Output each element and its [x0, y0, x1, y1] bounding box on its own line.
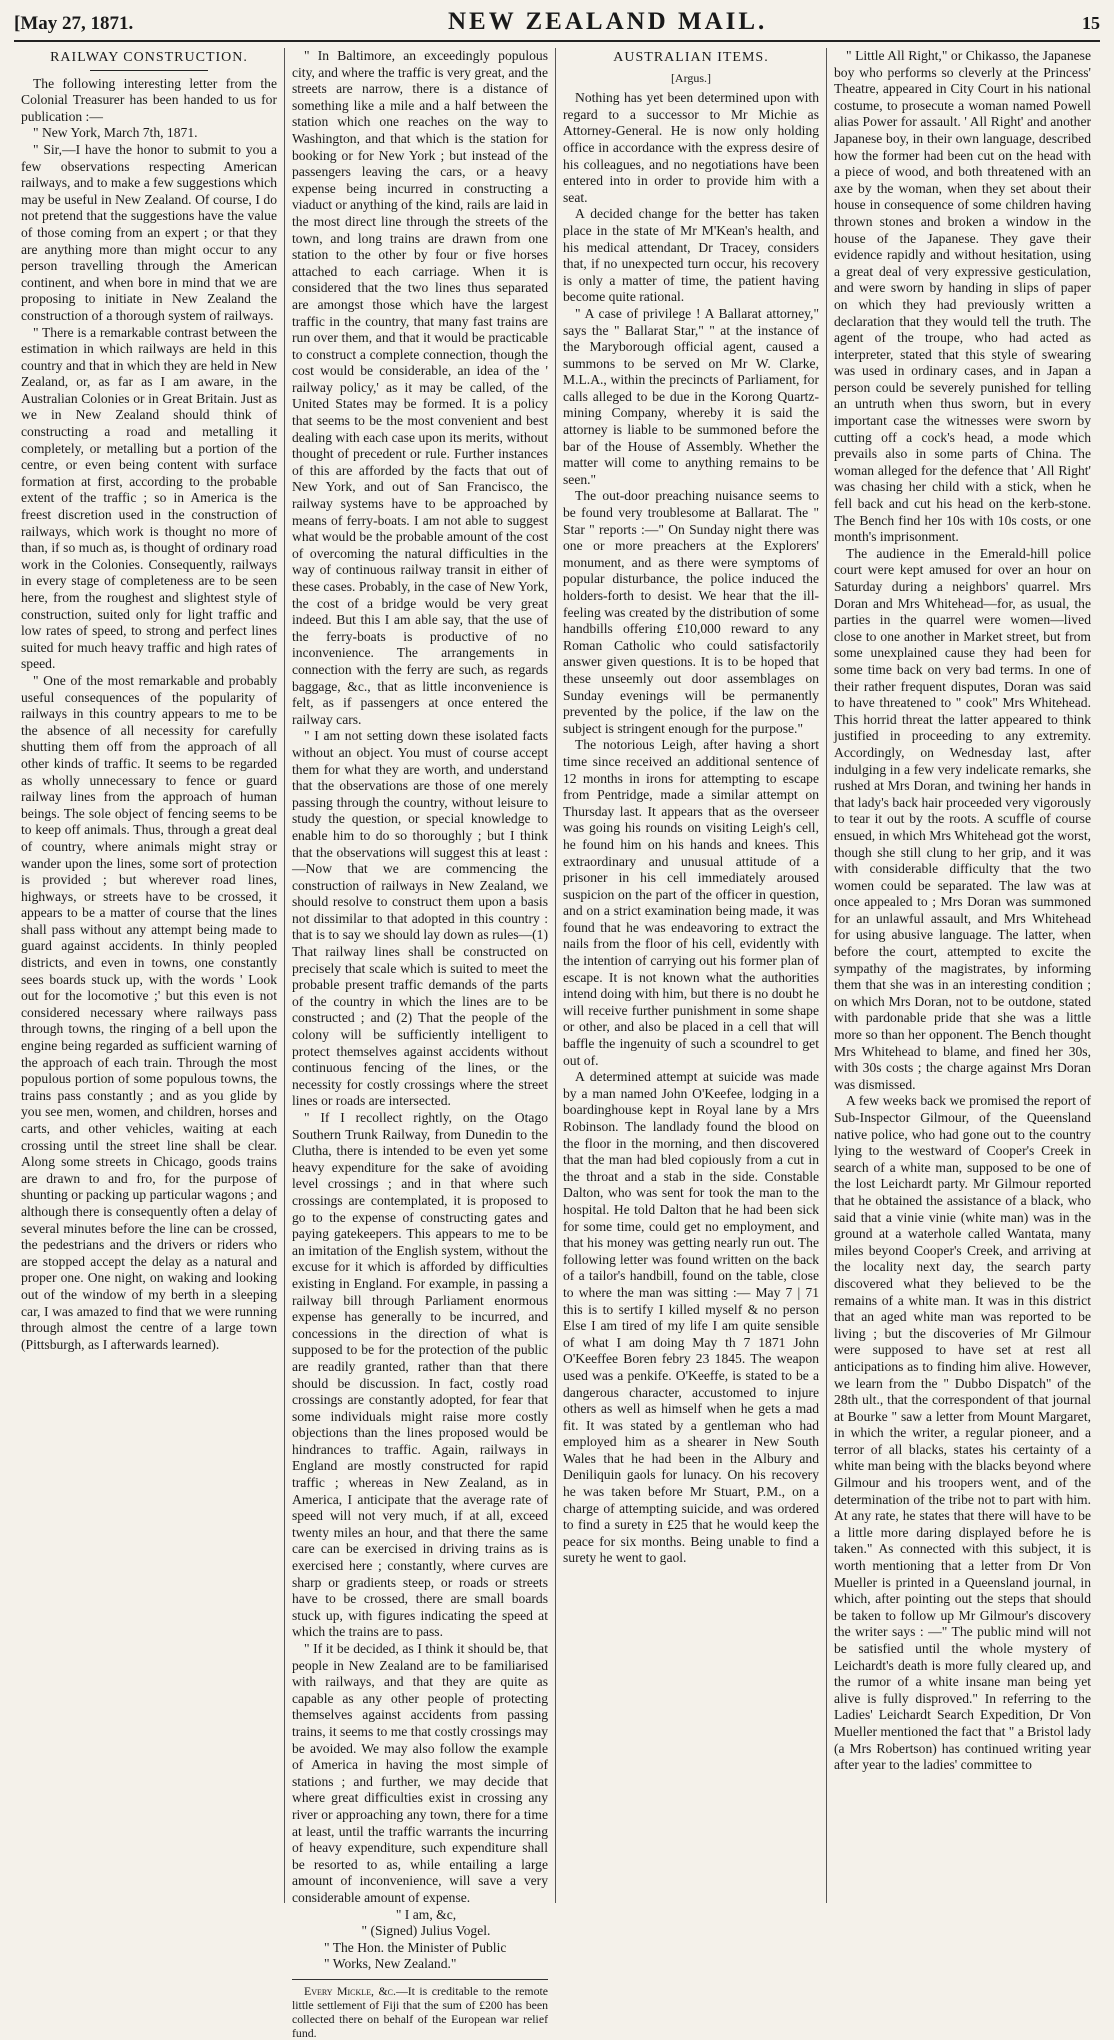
- railway-paragraph: " One of the most remarkable and probably useful consequences of the popularity of railways in this country appears to me to be the absence of all necessity for carefully shutting them off from the approach of all other kinds of traffic. It seems to be regarded as wholly unnecessary to fence or guard railway lines from the approach of human beings. The sole object of fencing seems to be to keep off animals. Thus, through a great deal of country, where animals might stray or wander upon the lines, some sort of protection is provided ; but wherever road lines, highways, or streets have to be crossed, it appears to be a matter of course that the lines shall pass without any attempt being made to guard against accidents. In thinly peopled districts, and even in towns, one constantly sees boards stuck up, with the words ' Look out for the locomotive ;' but this even is not considered necessary where railways pass through towns, the ringing of a bell upon the engine being regarded as sufficient warning of the approach of each train. Through the most populous portion of some populous towns, the trains pass constantly ; and as you glide by you see men, women, and children, horses and carts, and other vehicles, waiting at each crossing until the street line shall be clear. Along some streets in Chicago, goods trains are drawn to and fro, for the purpose of shunting or packing up particular wagons ; and although there is consequently often a delay of several minutes before the line can be crossed, the pedestrians and the drivers or riders who are stopped accept the delay as a natural and proper one. One night, on waking and looking out of the window of my berth in a sleeping car, I was amazed to find that we were running through almost the centre of a large town (Pittsburgh, as I afterwards learned).: [21, 672, 277, 1352]
- australian-paragraph: A few weeks back we promised the report of Sub-Inspector Gilmour, of the Queensland native police, who had gone out to the country lying to the westward of Cooper's Creek in search of a white man, supposed to be one of the lost Leichardt party. Mr Gilmour reported that he obtained the assistance of a black, who said that a vinie vinie (white man) was in the ground at a waterhole called Wantata, many miles beyond Cooper's Creek, and arriving at the locality next day, the search party discovered what they believed to be the remains of a white man. It was in this district that an aged white man was reported to be living ; but the discoveries of Mr Gilmour were supposed to have set at rest all anticipations as to finding him alive. However, we learn from the " Dubbo Dispatch" of the 28th ult., that the correspondent of that journal at Bourke " saw a letter from Mount Margaret, in which the writer, a regular pioneer, and a terror of all blacks, states his certainty of a white man being with the blacks beyond where Gilmour and his troopers went, and of the determination of the tribe not to part with him. At any rate, he states that there will have to be a little more daring displayed before he is taken." As connected with this subject, it is worth mentioning that a letter from Dr Von Mueller is printed in a Queensland journal, in which, after pointing out the steps that should be taken to follow up Mr Gilmour's discovery the writer says : —" The public mind will not be satisfied until the whole mystery of Leichardt's death is more fully cleared up, and the rumor of a white insane man being yet alive is fully disproved." In referring to the Ladies' Leichardt Search Expedition, Dr Von Mueller mentioned the fact that " a Bristol lady (a Mrs Robertson) has continued writing year after year to the ladies' committee to: [834, 1093, 1091, 1773]
- railway-paragraph: " If I recollect rightly, on the Otago Southern Trunk Railway, from Dunedin to the Clutha, there is intended to be even yet some heavy expenditure for the sake of avoiding level crossings ; and in that where such crossings are contemplated, it is proposed to go to the expense of constructing gates and paying gatekeepers. This appears to me to be an imitation of the English system, without the excuse for it which is afforded by difficulties existing in England. For example, in passing a railway bill through Parliament enormous expense has generally to be incurred, and concessions in the direction of what is supposed to be for the protection of the public are readily granted, rather than that there should be discussion. In fact, costly road crossings are constantly adopted, for fear that some individuals might raise more costly objections than the lines proposed would be hindrances to traffic. Again, railways in England are mostly constructed for rapid traffic ; whereas in New Zealand, as in America, I anticipate that the average rate of speed will not very much, if at all, exceed twenty miles an hour, and that there the same care can be exercised in driving trains as is exercised here ; constantly, where curves are sharp or gradients steep, or roads or streets have to be crossed, there are small boards stuck up, with figures indicating the speed at which the trains are to pass.: [292, 1110, 548, 1640]
- letter-addressee-line-2: " Works, New Zealand.": [324, 1956, 457, 1972]
- news-note: [292, 1984, 548, 2040]
- column-1: [14, 48, 285, 1903]
- australian-paragraph: " Little All Right," or Chikasso, the Japanese boy who performs so cleverly at the Princess' Theatre, appeared in City Court in his national costume, to prosecute a woman named Powell alias Power for assault. ' All Right' and another Japanese boy, in their own language, described how the former had been cut on the head with a piece of wood, and both threatened with an axe by the woman, when they set about their house in consequence of some children having thrown stones and broken a window in the house of the Japanese. They gave their evidence rapidly and without hesitation, using a great deal of very expressive gesticulation, and were sworn by handing in slips of paper on which they had previously written a declaration that they would tell the truth. The agent of the troupe, who had acted as interpreter, stated that this style of swearing was used in ordinary cases, and in Japan a person could be severely punished for telling an untruth when thus sworn, but in every important case the witnesses were sworn by cutting off a cock's head, a mode which prevails also in some parts of China. The woman alleged for the defence that ' All Right' was chasing her child with a stick, when he fell back and cut his head on the kerb-stone. The Bench find her 10s with 10s costs, or one month's imprisonment.: [834, 48, 1091, 545]
- newspaper-title: NEW ZEALAND MAIL.: [447, 8, 768, 35]
- note-lead: Every Mickle, &c.: [304, 1983, 396, 1998]
- railway-paragraph: " In Baltimore, an exceedingly populous city, and where the traffic is very great, and the streets are narrow, there is a distance of something like a mile and a half between the station which one reaches on the way to Washington, and that which is the station for booking or for New York ; but instead of the passengers leaving the cars, or a heavy expense being incurred in constructing a viaduct or anything of the kind, rails are laid in the most direct line through the streets of the town, and long trains are drawn from one station to the other by four or five horses attached to each carriage. When it is considered that the two lines thus separated are amongst those which have the largest traffic in the country, that many fast trains are run over them, and that it would be practicable to construct a complete connection, though the cost would be considerable, an idea of the ' railway policy,' as it may be called, of the United States may be formed. It is a policy that seems to be the most convenient and best dealing with each case upon its merits, without thought of precedent or rule. Further instances of this are afforded by the facts that out of New York, and out of San Francisco, the railway systems have to be approached by means of ferry-boats. I am not able to suggest what would be the probable amount of the cost of overcoming the natural difficulties in the way of continuous railway transit in either of these cases. Probably, in the case of New York, the cost of a bridge would be very great indeed. But this I am able say, that the use of the ferry-boats is productive of no inconvenience. The arrangements in connection with the ferry are such, as regards baggage, &c., that as little inconvenience is felt, as if passengers at once entered the railway cars.: [292, 48, 548, 727]
- issue-date: [May 27, 1871.: [14, 13, 134, 34]
- page-number: 15: [1082, 13, 1100, 33]
- masthead: [14, 8, 1100, 42]
- note-text: —It is creditable to the remote little settlement of Fiji that the sum of £200 has been collected there on behalf of the European war relief fund.: [292, 1983, 548, 2040]
- australian-paragraph: Nothing has yet been determined upon with regard to a successor to Mr Michie as Attorney-General. He is now only holding office in accordance with the express desire of his colleagues, and no negotiations have been entered into in order to provide him with a seat.: [563, 90, 819, 205]
- australian-byline: [Argus.]: [670, 70, 712, 85]
- railway-paragraph: " There is a remarkable contrast between the estimation in which railways are held in this country and that in which they are held in New Zealand, or, as far as I am aware, in the Australian Colonies or in Great Britain. Just as we in New Zealand should think of constructing a road and metalling it completely, or metalling but a portion of the centre, or even being content with surface formation at first, according to the probable extent of the traffic ; so in America is the freest discretion used in the construction of railways, which work is thought no more of than, if so much as, is thought of ordinary road work in the Colonies. Consequently, railways in every stage of completeness are to be seen here, from the roughest and slightest style of construction, suited only for light traffic and low rates of speed, to strong and perfect lines suited for much heavy traffic and high rates of speed.: [21, 324, 277, 672]
- column-3: [556, 48, 827, 1903]
- australian-paragraph: The out-door preaching nuisance seems to be found very troublesome at Ballarat. The " Star " reports :—" On Sunday night there was one or more preachers at the Explorers' monument, and as there were symptoms of popular disturbance, the police induced the holders-forth to desist. We hear that the ill-feeling was created by the distribution of some handbills offering £10,000 reward to any Roman Catholic who could satisfactorily answer given questions. It is to be hoped that these unseemly out door assemblages on Sunday evenings will be permanently prevented by the police, if the law on the subject is stringent enough for the purpose.": [563, 488, 819, 736]
- railway-heading: RAILWAY CONSTRUCTION.: [50, 50, 248, 65]
- australian-heading: AUSTRALIAN ITEMS.: [613, 50, 769, 65]
- column-4: [827, 48, 1098, 1903]
- australian-paragraph: A determined attempt at suicide was made by a man named John O'Keefee, lodging in a boardinghouse kept in Royal lane by a Mrs Robinson. The landlady found the blood on the floor in the morning, and then discovered that the man had bled copiously from a cut in the throat and a stab in the side. Constable Dalton, who was sent for took the man to the hospital. He told Dalton that he had been sick for some time, could get no employment, and that his money was getting nearly run out. The following letter was found written on the back of a tailor's handbill, found on the table, close to where the man was sitting :— May 7 | 71 this is to sertify I killed myself & no person Else I am tired of my life I am quite sensible of what I am doing May th 7 1871 John O'Keeffee Boren febry 23 1845. The weapon used was a penkife. O'Keeffe, is stated to be a dangerous character, accustomed to injure others as well as himself when he gets a mad fit. It was stated by a gentleman who had employed him as a shearer in New South Wales that he had been in the Albury and Deniliquin gaols for lunacy. On his recovery he was taken before Mr Stuart, P.M., on a charge of attempting suicide, and was ordered to find a surety in £25 that he would keep the peace for six months. Being unable to find a surety he went to gaol.: [563, 1069, 819, 1566]
- letter-addressee-line-1: " The Hon. the Minister of Public: [324, 1939, 507, 1955]
- letter-sign-off: " I am, &c,: [395, 1906, 457, 1922]
- railway-paragraph: The following interesting letter from the Colonial Treasurer has been handed to us for publication :—: [21, 75, 277, 124]
- australian-paragraph: The audience in the Emerald-hill police court were kept amused for over an hour on Saturday during a neighbors' quarrel. Mrs Doran and Mrs Whitehead—for, as usual, the parties in the quarrel were women—lived close to one another in Market street, but from some unexplained cause they had been for some time back on very bad terms. In one of their rather frequent disputes, Doran was said to have threatened to " cook" Mrs Whitehead. This horrid threat the latter appeared to think justified in proceeding to any extremity. Accordingly, on Wednesday last, after indulging in a few very indelicate remarks, she rushed at Mrs Doran, and twining her hands in that lady's back hair proceeded very vigorously to tear it out by the roots. A scuffle of course ensued, in which Mrs Whitehead got the worst, though she still clung to her grip, and it was with considerable difficulty that the two women could be separated. The law was at once appealed to ; Mrs Doran was summoned for an unlawful assault, and Mrs Whitehead for using abusive language. The latter, when before the court, attempted to excite the sympathy of the magistrates, by informing them that she was in an interesting condition ; on which Mrs Doran, not to be outdone, stated with pardonable pride that she was a little more so than her opponent. The Bench thought Mrs Whitehead to blame, and fined her 30s, with 30s costs ; the charge against Mrs Doran was dismissed.: [834, 545, 1091, 1092]
- australian-paragraph: A decided change for the better has taken place in the state of Mr M'Kean's health, and his medical attendant, Dr Tracey, considers that, if no unexpected turn occur, his recovery is only a matter of time, the patient having become quite rational.: [563, 206, 819, 305]
- australian-paragraph: " A case of privilege ! A Ballarat attorney," says the " Ballarat Star," " at the instance of the Maryborough official agent, caused a summons to be served on Mr W. Clarke, M.L.A., within the precincts of Parliament, for calls alleged to be due in the Korong Quartz-mining Company, whereby it is said the attorney is liable to be summoned before the bar of the House of Assembly. Whether the matter will come to anything remains to be seen.": [563, 305, 819, 487]
- railway-paragraph: " New York, March 7th, 1871.: [33, 125, 198, 141]
- heading-rule: [90, 70, 208, 71]
- railway-paragraph: " I am not setting down these isolated facts without an object. You must of course accept them for what they are worth, and understand that the observations are those of one merely passing through the country, without leisure to study the question, or special knowledge to enable him to do so thoroughly ; but I think that the observations will suggest this at least :—Now that we are commencing the construction of railways in New Zealand, we should resolve to construct them upon a basis not dissimilar to that adopted in this country : that is to say we should lay down as rules—(1) That railway lines shall be constructed on precisely that scale which is suited to meet the probable present traffic demands of the parts of the country in which the lines are to be constructed ; and (2) That the people of the colony will be sufficiently intelligent to protect themselves against accidents without continuous fencing of the lines, or the necessity for costly crossings where the street lines or roads are intersected.: [292, 728, 548, 1109]
- railway-paragraph: " Sir,—I have the honor to submit to you a few observations respecting American railways, and to make a few suggestions which may be useful in New Zealand. Of course, I do not pretend that the suggestions have the value of those coming from an expert ; or that they are anything more than might occur to any person travelling through the American continent, and when bore in mind that we are proposing to initiate in New Zealand the construction of a thorough system of railways.: [21, 141, 277, 323]
- column-2: [285, 48, 556, 2040]
- australian-paragraph: The notorious Leigh, after having a short time since received an additional sentence of 12 months in irons for attempting to escape from Pentridge, made a similar attempt on Thursday last. It appears that as the overseer was going his rounds on visiting Leigh's cell, he found him on his hands and knees. This extraordinary and unusual attitude of a prisoner in his cell immediately aroused suspicion on the part of the officer in question, and on a strict examination being made, it was found that he was endeavoring to extract the nails from the floor of his cell, evidently with the intention of carrying out his former plan of escape. It is not known what the authorities intend doing with him, but there is no doubt he will receive further punishment in some shape or other, and also be placed in a cell that will baffle the ingenuity of such a scoundrel to get out of.: [563, 737, 819, 1068]
- letter-signature: " (Signed) Julius Vogel.: [361, 1923, 491, 1939]
- note-divider: [292, 1979, 548, 1980]
- railway-paragraph: " If it be decided, as I think it should be, that people in New Zealand are to be familiarised with railways, and that they are quite as capable as any other people of protecting themselves against accidents from passing trains, it seems to me that costly crossings may be avoided. We may also follow the example of America in having the most simple of stations ; and further, we may decide that where great difficulties exist in crossing any river or approaching any town, there for a time at least, until the traffic warrants the incurring of heavy expenditure, such expenditure shall be resorted to as, while entailing a large amount of inconvenience, will save a very considerable amount of expense.: [292, 1641, 548, 1905]
- columns: [14, 48, 1100, 2040]
